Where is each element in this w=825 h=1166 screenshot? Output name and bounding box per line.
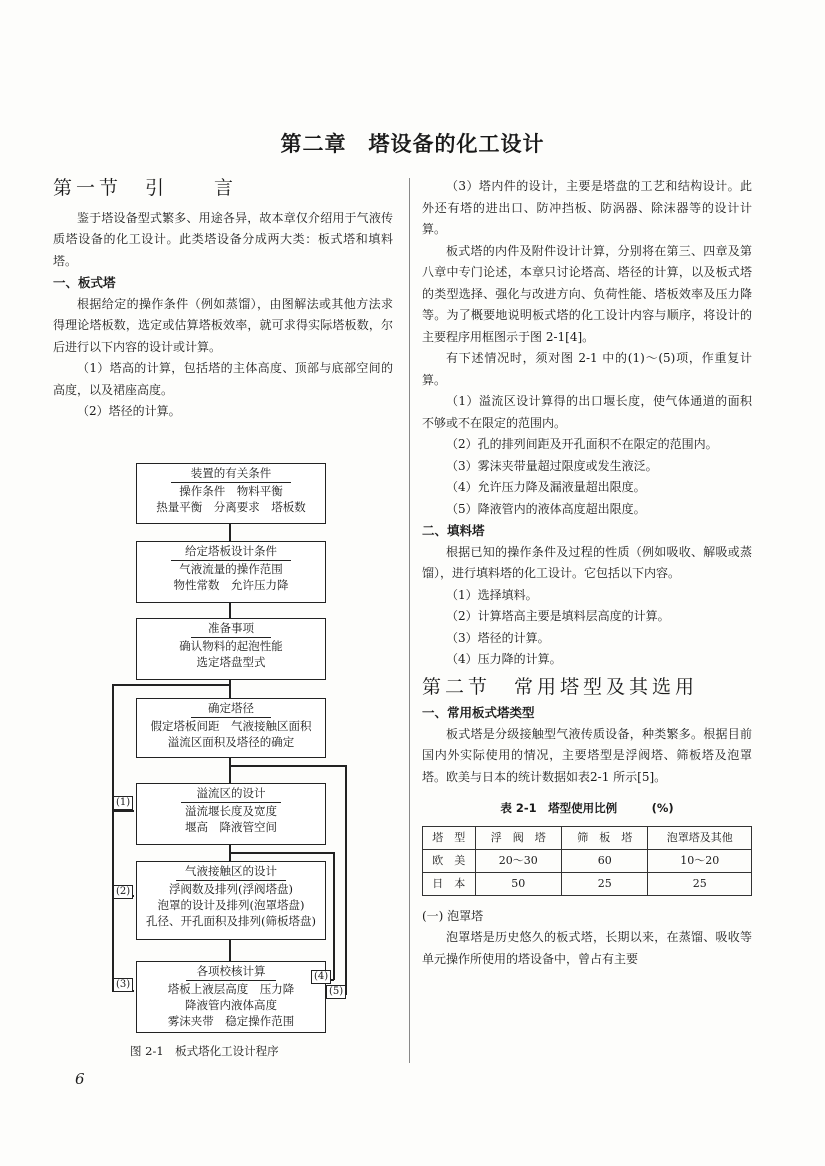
box-line: 热量平衡 分离要求 塔板数 — [156, 500, 306, 514]
usage-table — [422, 826, 752, 896]
box-line: 操作条件 物料平衡 — [179, 484, 283, 498]
chapter-title: 第二章 塔设备的化工设计 — [280, 132, 545, 156]
list-item: （1）溢流区设计算得的出口堰长度，使气体通道的面积不够或不在限定的范围内。 — [422, 394, 752, 430]
box-line: 物性常数 允许压力降 — [173, 578, 289, 592]
paragraph: 根据给定的操作条件（例如蒸馏），由图解法或其他方法求得理论塔板数，选定或估算塔板效率，就可求得实际塔板数，尔后进行以下内容的设计或计算。 — [53, 296, 393, 354]
loop-label: (1) — [113, 796, 133, 810]
heading-plate-tower: 一、板式塔 — [53, 275, 116, 290]
intro-paragraph: 鉴于塔设备型式繁多、用途各异，故本章仅介绍用于气液传质塔设备的化工设计。此类塔设备分成两大类：板式塔和填料塔。 — [53, 210, 393, 268]
paragraph: 板式塔的内件及附件设计计算，分别将在第三、四章及第八章中专门论述，本章只讨论塔高、塔径的计算，以及板式塔的类型选择、强化与改进方向、负荷性能、塔板效率及压力降等。为了概要地说明板式塔的化工设计内容与顺序，将设计的主要程序用框图示于图 2-1[4]。 — [422, 243, 752, 344]
loop-line — [112, 684, 230, 686]
connector — [229, 940, 231, 961]
box-title: 气液接触区的设计 — [176, 862, 286, 881]
table-header: 浮 阀 塔 — [475, 826, 561, 849]
box-line: 假定塔板间距 气液接触区面积 — [150, 719, 312, 733]
loop-label: (3) — [113, 978, 133, 992]
box-title: 准备事项 — [191, 619, 271, 638]
box-title: 确定塔径 — [191, 699, 271, 718]
flow-box-preparation — [136, 618, 326, 680]
list-item: （3）塔内件的设计，主要是塔盘的工艺和结构设计。此外还有塔的进出口、防冲挡板、防涡器、除沫器等的设计计算。 — [422, 179, 752, 236]
box-line: 选定塔盘型式 — [196, 655, 266, 669]
box-line: 溢流堰长度及宽度 — [185, 804, 277, 818]
loop-label: (5) — [326, 985, 346, 999]
list-item: （1）选择填料。 — [446, 587, 538, 602]
list-item: （3）塔径的计算。 — [446, 630, 550, 645]
page-number: 6 — [75, 1070, 85, 1088]
loop-line — [230, 852, 334, 854]
loop-label: (2) — [113, 885, 133, 899]
box-title: 各项校核计算 — [186, 962, 276, 981]
table-cell: 日 本 — [423, 872, 476, 895]
connector — [229, 680, 231, 698]
box-title: 给定塔板设计条件 — [171, 542, 291, 561]
left-column — [53, 178, 393, 423]
flow-box-checks — [136, 961, 326, 1033]
table-header: 筛 板 塔 — [562, 826, 648, 849]
subheading-bubble-cap: (一) 泡罩塔 — [422, 908, 484, 923]
box-line: 雾沫夹带 稳定操作范围 — [167, 1014, 295, 1028]
list-item: （4）允许压力降及漏液量超出限度。 — [446, 480, 646, 494]
table-cell: 50 — [475, 872, 561, 895]
figure-caption: 图 2-1 板式塔化工设计程序 — [130, 1044, 279, 1058]
right-column — [422, 176, 752, 970]
list-item: （2）孔的排列间距及开孔面积不在限定的范围内。 — [446, 437, 718, 451]
flow-box-conditions — [136, 463, 326, 524]
loop-line — [345, 765, 347, 995]
table-cell: 10～20 — [648, 849, 752, 872]
list-item: （2）塔径的计算。 — [77, 404, 181, 418]
heading-common-types: 一、常用板式塔类型 — [422, 705, 535, 720]
box-line: 溢流区面积及塔径的确定 — [167, 735, 295, 749]
box-line: 堰高 降液管空间 — [185, 820, 277, 834]
list-item: （5）降液管内的液体高度超出限度。 — [446, 501, 646, 516]
table-cell: 20～30 — [475, 849, 561, 872]
table-caption: 表 2-1 塔型使用比例 (%) — [500, 801, 674, 815]
table-header: 塔 型 — [423, 826, 476, 849]
table-row — [423, 872, 752, 895]
section-title: 第一节 引 言 — [53, 177, 238, 199]
table-cell: 欧 美 — [423, 849, 476, 872]
box-line: 孔径、开孔面积及排列(筛板塔盘) — [146, 914, 316, 928]
paragraph: 板式塔是分级接触型气液传质设备，种类繁多。根据目前国内外实际使用的情况，主要塔型是浮阀塔、筛板塔及泡罩塔。欧美与日本的统计数据如表2-1 所示[5]。 — [422, 726, 752, 784]
box-line: 降液管内液体高度 — [185, 998, 277, 1012]
loop-line — [333, 852, 335, 980]
table-cell: 25 — [562, 872, 648, 895]
flow-box-contact-zone — [136, 861, 326, 940]
list-item: （1）塔高的计算，包括塔的主体高度、顶部与底部空间的高度，以及裙座高度。 — [53, 361, 393, 397]
box-line: 浮阀数及排列(浮阀塔盘) — [169, 882, 293, 896]
box-title: 溢流区的设计 — [181, 784, 281, 803]
paragraph: 有下述情况时，须对图 2-1 中的(1)～(5)项，作重复计算。 — [422, 351, 752, 387]
connector — [229, 758, 231, 783]
connector — [229, 603, 231, 618]
paragraph: 根据已知的操作条件及过程的性质（例如吸收、解吸或蒸馏），进行填料塔的化工设计。它包括以下内容。 — [422, 544, 752, 580]
list-item: （3）雾沫夹带量超过限度或发生液泛。 — [446, 458, 658, 473]
box-line: 气液流量的操作范围 — [179, 562, 283, 576]
flow-box-diameter — [136, 698, 326, 758]
loop-line — [112, 810, 134, 812]
loop-label: (4) — [311, 970, 331, 984]
box-title: 装置的有关条件 — [171, 464, 291, 483]
connector — [229, 524, 231, 541]
box-line: 泡罩的设计及排列(泡罩塔盘) — [157, 898, 305, 912]
flow-box-design-conditions — [136, 541, 326, 603]
loop-line — [230, 765, 346, 767]
list-item: （4）压力降的计算。 — [446, 652, 562, 666]
flow-box-overflow — [136, 783, 326, 845]
box-line: 确认物料的起泡性能 — [179, 639, 283, 653]
heading-packed-tower: 二、填料塔 — [422, 523, 485, 538]
list-item: （2）计算塔高主要是填料层高度的计算。 — [446, 609, 670, 623]
section-title: 第二节 常用塔型及其选用 — [422, 675, 699, 698]
column-divider — [409, 178, 410, 1063]
box-line: 塔板上液层高度 压力降 — [167, 982, 295, 996]
paragraph: 泡罩塔是历史悠久的板式塔，长期以来，在蒸馏、吸收等单元操作所使用的塔设备中，曾占有主要 — [422, 930, 752, 966]
table-row — [423, 849, 752, 872]
table-cell: 60 — [562, 849, 648, 872]
table-cell: 25 — [648, 872, 752, 895]
table-header: 泡罩塔及其他 — [648, 826, 752, 849]
loop-line — [112, 684, 114, 990]
table-header-row — [423, 826, 752, 849]
